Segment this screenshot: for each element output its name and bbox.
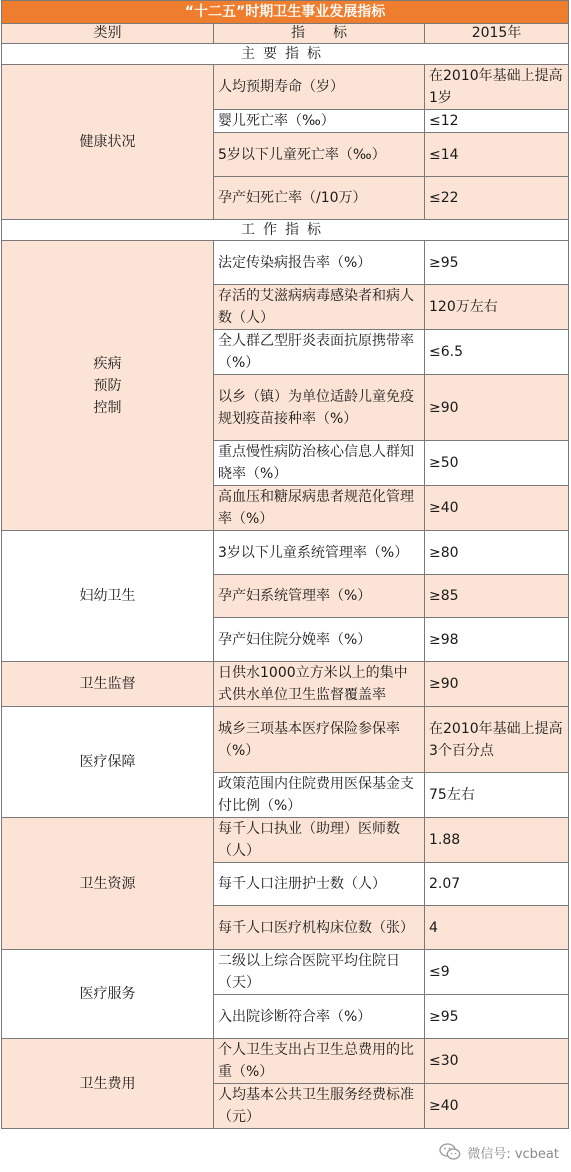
section-work: 工作指标 bbox=[2, 220, 569, 241]
target-cell: ≥85 bbox=[425, 575, 569, 618]
target-cell: ≥80 bbox=[425, 531, 569, 575]
target-cell: ≤9 bbox=[425, 950, 569, 995]
target-cell: 120万左右 bbox=[425, 285, 569, 330]
target-cell: 75左右 bbox=[425, 773, 569, 818]
target-cell: ≥50 bbox=[425, 441, 569, 486]
category-disease-control bbox=[2, 241, 214, 531]
indicator-cell: 城乡三项基本医疗保险参保率（%） bbox=[214, 707, 425, 773]
target-cell: ≥40 bbox=[425, 1084, 569, 1129]
table-title: “十二五”时期卫生事业发展指标 bbox=[2, 1, 569, 24]
indicator-cell: 政策范围内住院费用医保基金支付比例（%） bbox=[214, 773, 425, 818]
indicator-cell: 孕产妇住院分娩率（%） bbox=[214, 618, 425, 662]
indicator-cell: 5岁以下儿童死亡率（‰） bbox=[214, 133, 425, 177]
target-cell: ≥40 bbox=[425, 486, 569, 531]
category-maternal-child: 妇幼卫生 bbox=[2, 531, 214, 662]
watermark-text: 微信号: vcbeat bbox=[467, 1146, 559, 1162]
target-cell: ≤22 bbox=[425, 177, 569, 220]
category-medical-services: 医疗服务 bbox=[2, 950, 214, 1039]
header-target: 2015年 bbox=[425, 24, 569, 44]
target-cell: ≥95 bbox=[425, 241, 569, 285]
target-cell: ≥98 bbox=[425, 618, 569, 662]
category-health: 健康状况 bbox=[2, 65, 214, 220]
category-label: 疾病预防控制 bbox=[93, 355, 122, 416]
indicator-cell: 二级以上综合医院平均住院日（天） bbox=[214, 950, 425, 995]
target-cell: 4 bbox=[425, 906, 569, 950]
header-category: 类别 bbox=[2, 24, 214, 44]
indicator-cell: 重点慢性病防治核心信息人群知晓率（%） bbox=[214, 441, 425, 486]
target-cell: ≥90 bbox=[425, 375, 569, 441]
indicator-cell: 孕产妇系统管理率（%） bbox=[214, 575, 425, 618]
indicator-cell: 法定传染病报告率（%） bbox=[214, 241, 425, 285]
target-cell: ≤30 bbox=[425, 1039, 569, 1084]
indicator-cell: 个人卫生支出占卫生总费用的比重（%） bbox=[214, 1039, 425, 1084]
indicator-cell: 3岁以下儿童系统管理率（%） bbox=[214, 531, 425, 575]
target-cell: 1.88 bbox=[425, 818, 569, 863]
wechat-icon bbox=[439, 1143, 461, 1161]
indicator-cell: 人均预期寿命（岁） bbox=[214, 65, 425, 110]
target-cell: ≥90 bbox=[425, 662, 569, 707]
indicator-cell: 每千人口执业（助理）医师数（人） bbox=[214, 818, 425, 863]
indicator-cell: 全人群乙型肝炎表面抗原携带率（%） bbox=[214, 330, 425, 375]
target-cell: ≤14 bbox=[425, 133, 569, 177]
wechat-watermark bbox=[439, 1140, 559, 1164]
indicator-cell: 入出院诊断符合率（%） bbox=[214, 995, 425, 1039]
indicator-cell: 高血压和糖尿病患者规范化管理率（%） bbox=[214, 486, 425, 531]
target-cell: ≤12 bbox=[425, 110, 569, 133]
target-cell: 在2010年基础上提高3个百分点 bbox=[425, 707, 569, 773]
category-medical-security: 医疗保障 bbox=[2, 707, 214, 818]
category-health-resources: 卫生资源 bbox=[2, 818, 214, 950]
indicator-cell: 每千人口医疗机构床位数（张） bbox=[214, 906, 425, 950]
indicator-cell: 孕产妇死亡率（/10万） bbox=[214, 177, 425, 220]
category-health-expenditure: 卫生费用 bbox=[2, 1039, 214, 1129]
target-cell: 在2010年基础上提高1岁 bbox=[425, 65, 569, 110]
category-health-supervision: 卫生监督 bbox=[2, 662, 214, 707]
indicator-cell: 以乡（镇）为单位适龄儿童免疫规划疫苗接种率（%） bbox=[214, 375, 425, 441]
indicator-cell: 婴儿死亡率（‰） bbox=[214, 110, 425, 133]
header-indicator: 指 标 bbox=[214, 24, 425, 44]
indicator-cell: 日供水1000立方米以上的集中式供水单位卫生监督覆盖率 bbox=[214, 662, 425, 707]
indicator-cell: 每千人口注册护士数（人） bbox=[214, 863, 425, 906]
indicator-cell: 人均基本公共卫生服务经费标准（元） bbox=[214, 1084, 425, 1129]
indicator-table bbox=[1, 0, 569, 1129]
section-main: 主要指标 bbox=[2, 44, 569, 65]
target-cell: ≥95 bbox=[425, 995, 569, 1039]
target-cell: ≤6.5 bbox=[425, 330, 569, 375]
indicator-cell: 存活的艾滋病病毒感染者和病人数（人） bbox=[214, 285, 425, 330]
target-cell: 2.07 bbox=[425, 863, 569, 906]
